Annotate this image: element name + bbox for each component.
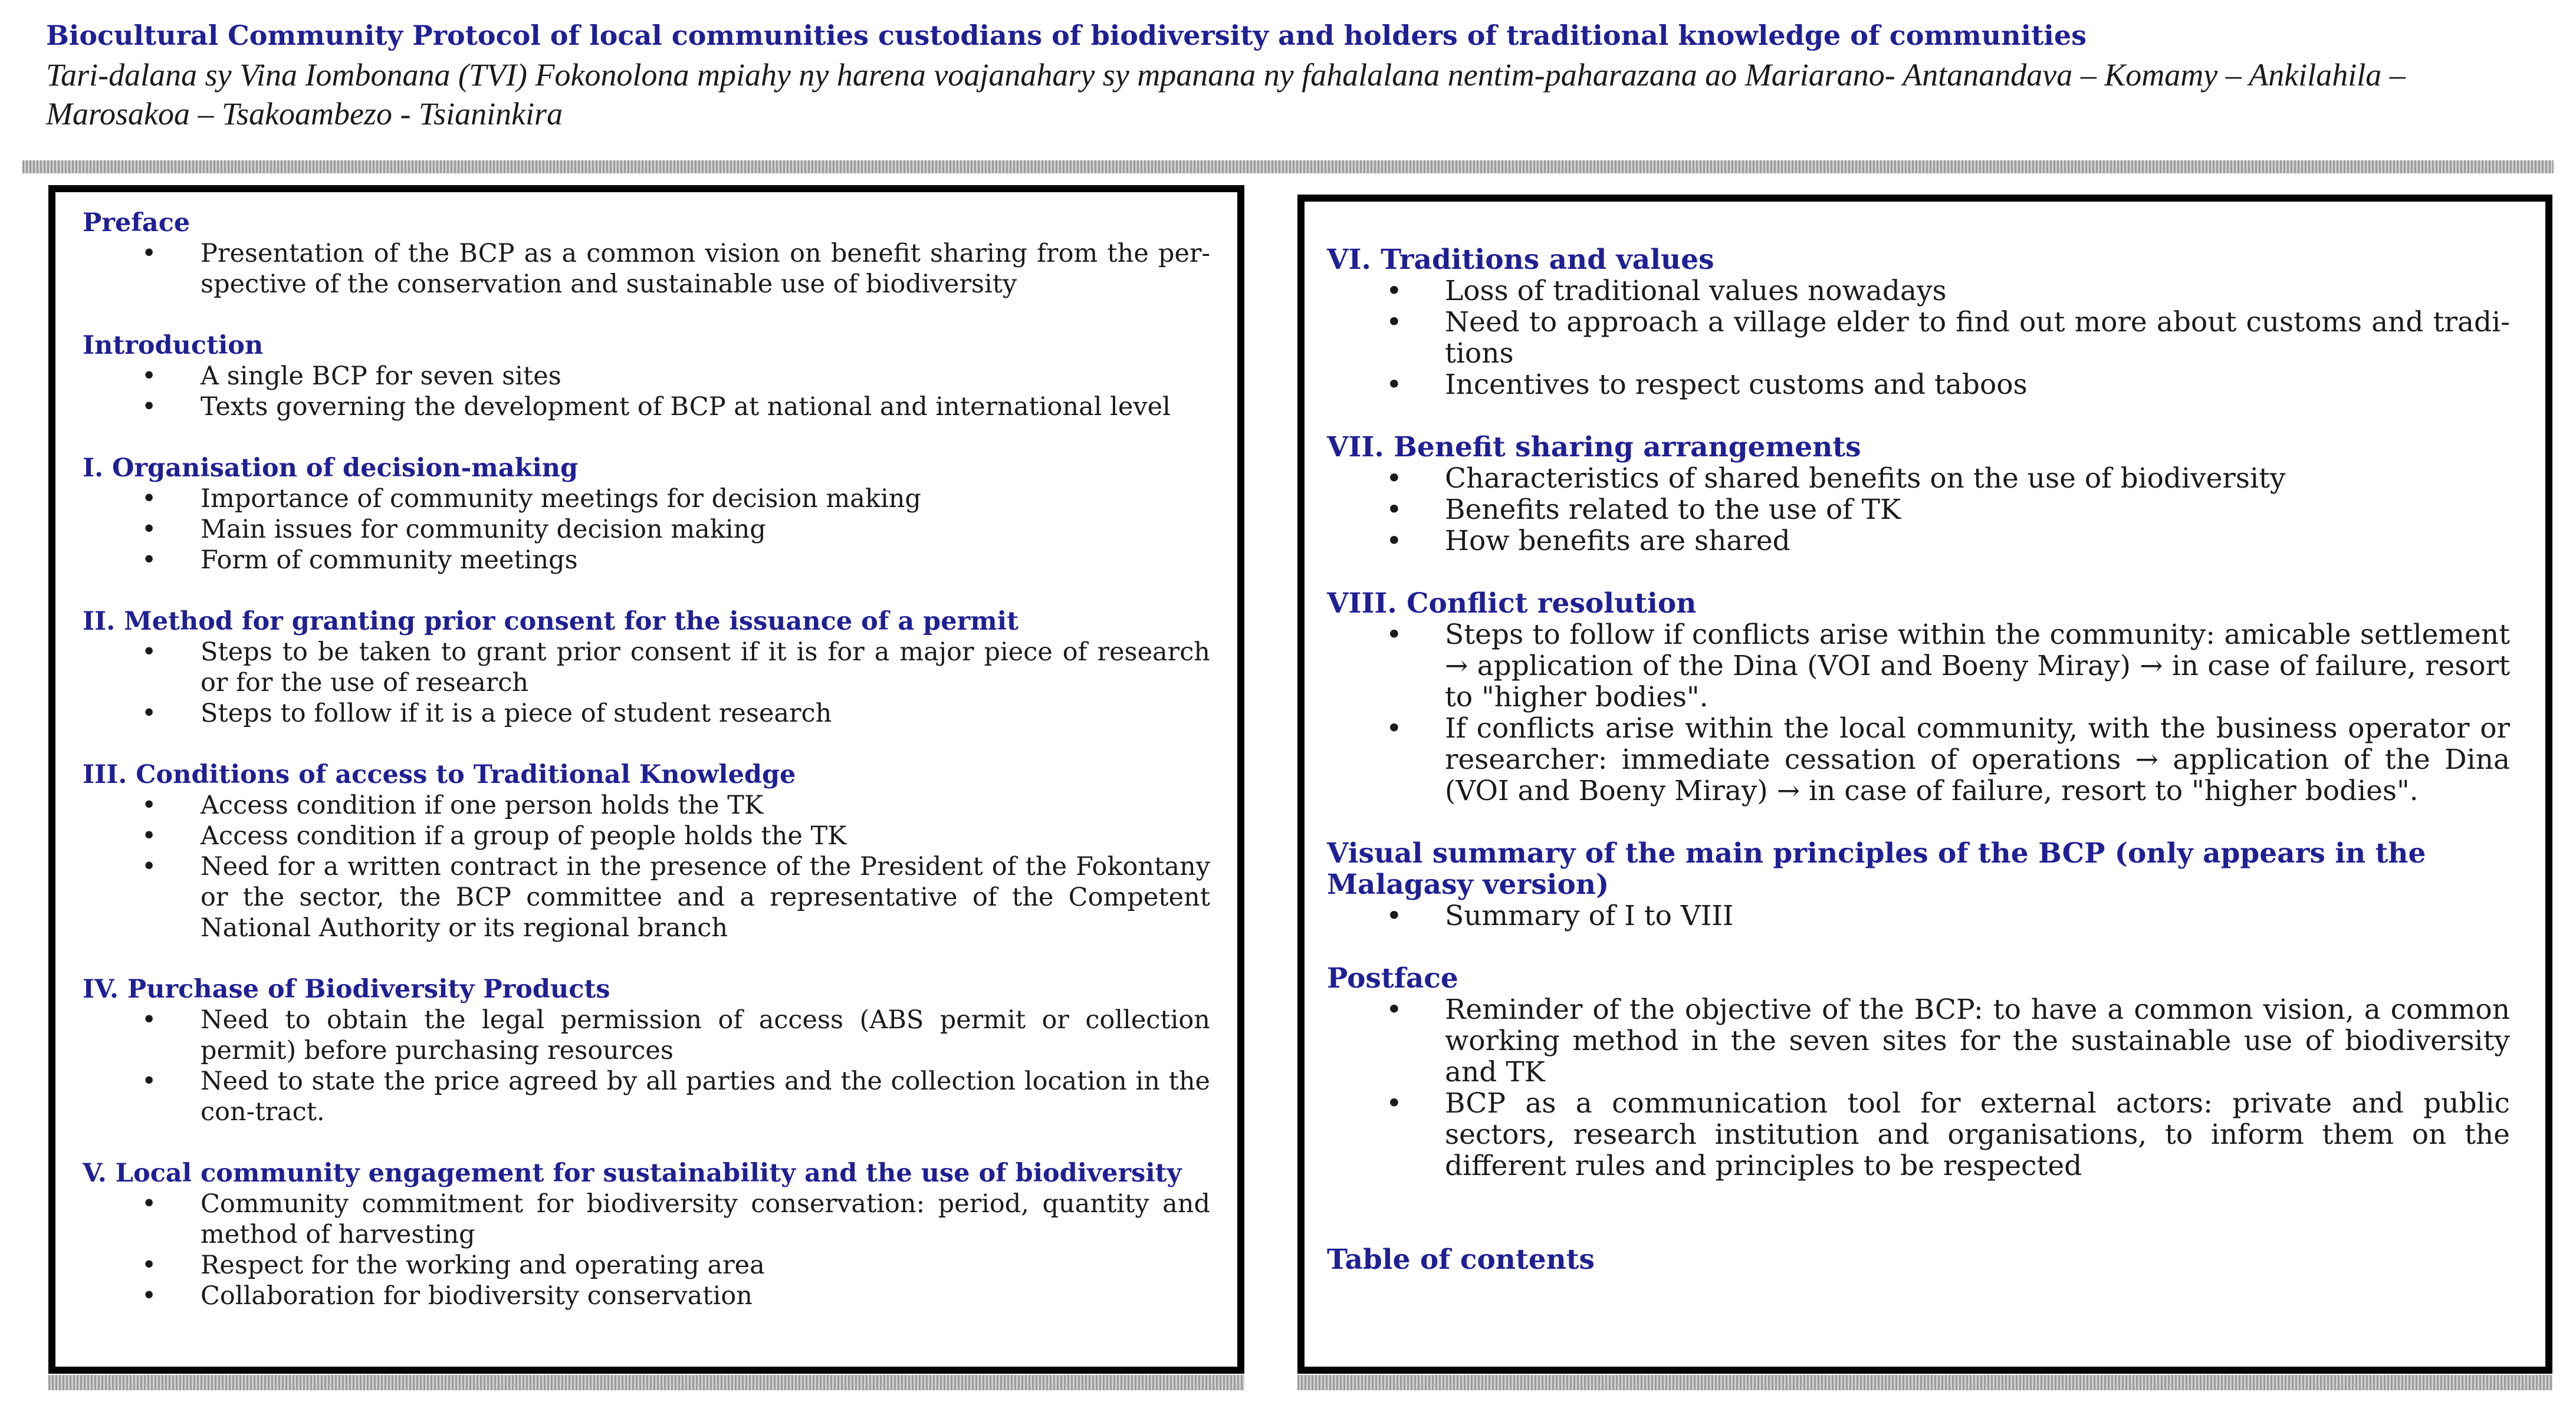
document-subtitle: Tari-dalana sy Vina Iombonana (TVI) Fokonolona mpiahy ny harena voajanahary sy mpanana ny fahalalana nentim-paharazana ao Mariarano- Antanandava – Komamy – Ankilahila – Marosakoa – Tsakoambezo - Tsianinkira	[46, 57, 2406, 131]
bullet-item: • Importance of community meetings for decision making	[83, 483, 1210, 514]
bullet-item: • Access condition if a group of people holds the TK	[83, 821, 1210, 851]
section-bullet-list	[1327, 900, 2510, 932]
bullet-item: • Benefits related to the use of TK	[1327, 494, 2510, 525]
section-heading: III. Conditions of access to Traditional Knowledge	[83, 760, 796, 789]
bullet-item: • Steps to follow if it is a piece of student research	[83, 698, 1210, 729]
section-bullet-list	[1327, 619, 2510, 807]
outline-section	[1327, 963, 2510, 1182]
bullet-item: • Need to approach a village elder to find out more about customs and tradi-tions	[1327, 307, 2510, 369]
bullet-item: • Steps to follow if conflicts arise within the community: amicable settlement → application of the Dina (VOI and Boeny Miray) → in case of failure, resort to "higher bodies".	[1327, 619, 2510, 713]
bullet-item: • Presentation of the BCP as a common vision on benefit sharing from the per-spective of the conservation and sustainable use of biodiversity	[83, 238, 1210, 300]
header-divider	[22, 160, 2554, 173]
document-title: Biocultural Community Protocol of local communities custodians of biodiversity and holders of traditional knowledge of communities	[46, 19, 2087, 51]
table-of-contents-section	[1327, 1244, 2510, 1275]
left-outline-panel	[48, 185, 1244, 1374]
outline-section	[1327, 838, 2510, 932]
outline-section	[83, 606, 1210, 729]
right-panel-shadow	[1297, 1375, 2552, 1390]
bullet-item: • Summary of I to VIII	[1327, 900, 2510, 932]
outline-section	[83, 974, 1210, 1127]
outline-section	[83, 208, 1210, 300]
outline-section	[83, 759, 1210, 943]
bullet-item: • Collaboration for biodiversity conservation	[83, 1281, 1210, 1311]
section-bullet-list	[1327, 994, 2510, 1182]
section-heading: I. Organisation of decision-making	[83, 453, 579, 483]
section-heading: VIII. Conflict resolution	[1327, 587, 1697, 620]
section-bullet-list	[83, 1005, 1210, 1127]
section-heading: II. Method for granting prior consent for the issuance of a permit	[83, 607, 1018, 636]
bullet-item: • Community commitment for biodiversity conservation: period, quantity and method of harvesting	[83, 1189, 1210, 1250]
bullet-item: • Form of community meetings	[83, 545, 1210, 575]
section-bullet-list	[83, 483, 1210, 575]
outline-section	[1327, 588, 2510, 807]
section-bullet-list	[83, 637, 1210, 729]
section-heading: VII. Benefit sharing arrangements	[1327, 431, 1861, 463]
right-outline-panel	[1297, 195, 2552, 1374]
bullet-item: • Need for a written contract in the presence of the President of the Fokontany or the sector, the BCP committee and a representative of the Competent National Authority or its regional branch	[83, 851, 1210, 943]
outline-section	[1327, 244, 2510, 400]
bullet-item: • Respect for the working and operating area	[83, 1250, 1210, 1281]
bullet-item: • Characteristics of shared benefits on the use of biodiversity	[1327, 463, 2510, 494]
section-heading: Preface	[83, 208, 190, 238]
bullet-item: • BCP as a communication tool for external actors: private and public sectors, research institution and organisations, to inform them on the different rules and principles to be respected	[1327, 1088, 2510, 1182]
bullet-item: • Need to obtain the legal permission of access (ABS permit or collection permit) before purchasing resources	[83, 1005, 1210, 1066]
section-bullet-list	[1327, 463, 2510, 557]
bullet-item: • Incentives to respect customs and taboos	[1327, 369, 2510, 400]
section-bullet-list	[83, 1189, 1210, 1311]
bullet-item: • Loss of traditional values nowadays	[1327, 275, 2510, 307]
bullet-item: • Need to state the price agreed by all parties and the collection location in the con-tract.	[83, 1066, 1210, 1127]
bullet-item: • Steps to be taken to grant prior consent if it is for a major piece of research or for the use of research	[83, 637, 1210, 698]
bullet-item: • A single BCP for seven sites	[83, 361, 1210, 391]
table-of-contents-heading: Table of contents	[1327, 1243, 1595, 1276]
section-bullet-list	[83, 238, 1210, 300]
bullet-item: • Main issues for community decision making	[83, 514, 1210, 545]
outline-section	[83, 330, 1210, 422]
section-heading: Introduction	[83, 331, 264, 360]
bullet-item: • Access condition if one person holds the TK	[83, 790, 1210, 821]
document-header	[46, 18, 2541, 133]
section-bullet-list	[1327, 275, 2510, 400]
bullet-item: • If conflicts arise within the local community, with the business operator or researcher: immediate cessation of operations → application of the Dina (VOI and Boeny Miray) → in case of failure, resort to "higher bodies".	[1327, 713, 2510, 807]
section-bullet-list	[83, 790, 1210, 943]
section-heading: VI. Traditions and values	[1327, 243, 1714, 276]
outline-section	[83, 453, 1210, 575]
left-panel-shadow	[48, 1375, 1244, 1390]
section-heading: IV. Purchase of Biodiversity Products	[83, 975, 610, 1004]
section-heading: V. Local community engagement for sustainability and the use of biodiversity	[83, 1159, 1182, 1188]
section-heading: Postface	[1327, 962, 1458, 995]
section-bullet-list	[83, 361, 1210, 422]
outline-section	[83, 1158, 1210, 1311]
bullet-item: • Texts governing the development of BCP at national and international level	[83, 391, 1210, 422]
bullet-item: • How benefits are shared	[1327, 525, 2510, 557]
outline-section	[1327, 432, 2510, 557]
bullet-item: • Reminder of the objective of the BCP: to have a common vision, a common working method in the seven sites for the sustainable use of biodiversity and TK	[1327, 994, 2510, 1088]
section-heading: Visual summary of the main principles of the BCP (only appears in the Malagasy version)	[1327, 837, 2426, 901]
